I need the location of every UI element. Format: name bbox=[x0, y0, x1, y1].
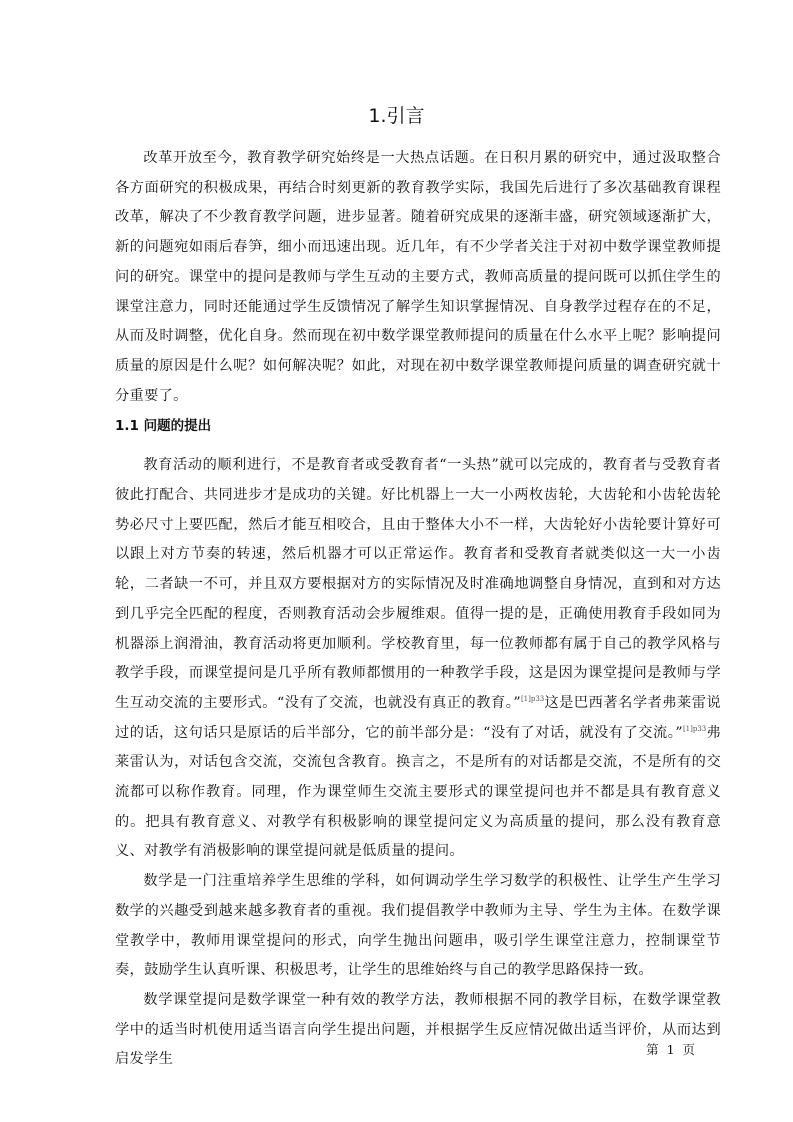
page-number: 第 1 页 bbox=[646, 1042, 695, 1057]
citation-2: [1]p33 bbox=[682, 724, 707, 733]
citation-1: [1]p33 bbox=[520, 694, 545, 703]
chapter-title: 1.引言 bbox=[368, 105, 425, 127]
math-thinking-paragraph: 数学是一门注重培养学生思维的学科，如何调动学生学习数学的积极性、让学生产生学习数学的兴趣受到越来越多教育者的重视。我们提倡教学中教师为主导、学生为主体。在数学课堂教学中，教师用课堂提问的形式，向学生抛出问题串，吸引学生课堂注意力，控制课堂节奏，鼓励学生认真听课、积极思考，让学生的思维始终与自己的教学思路保持一致。 bbox=[115, 873, 721, 979]
body-content bbox=[115, 144, 721, 1075]
problem-paragraph-part-2: 这是巴西著名学者弗莱雷说过的话，这句话只是原话的后半部分，它的前半部分是：“没有了对话，就没有了交流。” bbox=[115, 694, 721, 741]
problem-paragraph-part-1: 教育活动的顺利进行，不是教育者或受教育者“一头热”就可以完成的，教育者与受教育者彼此打配合、共同进步才是成功的关键。好比机器上一大一小两枚齿轮，大齿轮和小齿轮齿轮势必尺寸上要匹配，然后才能互相咬合，且由于整体大小不一样，大齿轮好小齿轮要计算好可以跟上对方节奏的转速，然后机器才可以正常运作。教育者和受教育者就类似这一大一小齿轮，二者缺一不可，并且双方要根据对方的实际情况及时准确地调整自身情况，直到和对方达到几乎完全匹配的程度，否则教育活动会步履维艰。值得一提的是，正确使用教育手段如同为机器添上润滑油，教育活动将更加顺利。学校教育里，每一位教师都有属于自己的教学风格与教学手段，而课堂提问是几乎所有教师都惯用的一种教学手段，这是因为课堂提问是教师与学生互动交流的主要形式。“没有了交流，也就没有真正的教育。” bbox=[115, 457, 721, 711]
problem-paragraph-part-3: 弗莱雷认为，对话包含交流，交流包含教育。换言之，不是所有的对话都是交流，不是所有的交流都可以称作教育。同理，作为课堂师生交流主要形式的课堂提问也并不都是具有教育意义的。把具有教育意义、对教学有积极影响的课堂提问定义为高质量的提问，那么没有教育意义、对教学有消极影响的课堂提问就是低质量的提问。 bbox=[115, 724, 721, 860]
section-heading: 1.1 问题的提出 bbox=[115, 418, 212, 435]
questioning-method-paragraph: 数学课堂提问是数学课堂一种有效的教学方法，教师根据不同的教学目标，在数学课堂教学中的适当时机使用适当语言向学生提出问题，并根据学生反应情况做出适当评价，从而达到启发学生 bbox=[115, 991, 721, 1068]
intro-paragraph: 改革开放至今，教育教学研究始终是一大热点话题。在日积月累的研究中，通过汲取整合各方面研究的积极成果，再结合时刻更新的教育教学实际，我国先后进行了多次基础教育课程改革，解决了不少教育教学问题，进步显著。随着研究成果的逐渐丰盛，研究领域逐渐扩大，新的问题宛如雨后春笋，细小而迅速出现。近几年，有不少学者关注于对初中数学课堂教师提问的研究。课堂中的提问是教师与学生互动的主要方式，教师高质量的提问既可以抓住学生的课堂注意力，同时还能通过学生反馈情况了解学生知识掌握情况、自身教学过程存在的不足，从而及时调整，优化自身。然而现在初中数学课堂教师提问的质量在什么水平上呢？影响提问质量的原因是什么呢？如何解决呢？如此，对现在初中数学课堂教师提问质量的调查研究就十分重要了。 bbox=[115, 150, 721, 404]
problem-paragraph bbox=[115, 451, 721, 867]
